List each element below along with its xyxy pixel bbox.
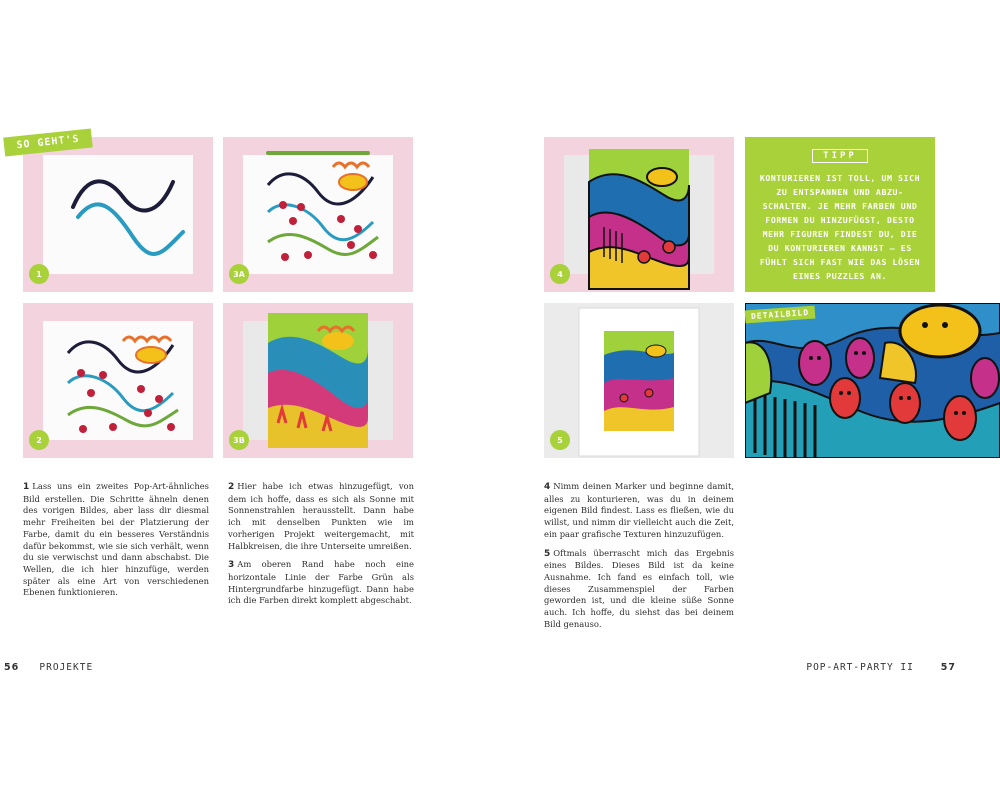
tipp-label: TIPP: [812, 149, 868, 163]
step-5-photo: [544, 303, 734, 458]
step-2-photo: [23, 303, 213, 458]
step-number-2: 2: [228, 482, 235, 492]
footer-right: [806, 662, 956, 673]
step-text-3: Am oberen Rand habe noch eine horizontale Linie der Farbe Grün als Hintergrundfarbe hinzugefügt. Dann habe ich die Farben direkt komplett abgeschabt.: [228, 559, 414, 606]
step-1-photo: [23, 137, 213, 292]
step-number-5: 5: [544, 548, 551, 559]
detailbild-label: DETAILBILD: [750, 307, 810, 322]
step-badge-2: 2: [29, 430, 49, 450]
step-number-1: 1: [23, 482, 30, 492]
step-number-3: 3: [228, 560, 235, 571]
step-4-photo: [544, 137, 734, 292]
step-text-5: Oftmals überrascht mich das Ergebnis eines Bildes. Dieses Bild ist da keine Ausnahme. Ich fand es einfach toll, wie dieses Zusammenspiel der Farben geworden ist, und die kleine süße Sonne auch. Ich hoffe, du siehst das bei deinem Bild genauso.: [544, 547, 734, 629]
step-number-4: 4: [544, 482, 551, 492]
step-badge-3b: 3B: [229, 430, 249, 450]
step-badge-4: 4: [550, 264, 570, 284]
step-3a-photo: [223, 137, 413, 292]
tipp-text: KONTURIEREN IST TOLL, UM SICH ZU ENTSPANNEN UND ABZU-SCHALTEN. JE MEHR FARBEN UND FORMEN DU HINZUFÜGST, DESTO MEHR FIGUREN FINDEST DU, DIE DU KONTURIEREN KANNST – ES FÜHLT SICH FAST WIE DAS LÖSEN EINES PUZZLES AN.: [759, 173, 921, 281]
step-text-4: Nimm deinen Marker und beginne damit, alles zu konturieren, was du in deinem eigenen Bild findest. Lass es fließen, wie du willst, und nimm dir vielleicht auch die Zeit, ein paar grafische Texturen hinzuzufügen.: [544, 481, 734, 539]
step-text-2: Hier habe ich etwas hinzugefügt, von dem ich hoffe, dass es sich als Sonne mit Sonnenstrahlen herausstellt. Dann habe ich mit denselben Punkten wie im vorherigen Projekt weitergemacht, mit Halbkreisen, die ihre Unterseite umreißen.: [228, 481, 414, 551]
page-number-left: 56: [4, 662, 20, 673]
step-badge-5: 5: [550, 430, 570, 450]
detail-photo: [745, 303, 1000, 458]
text-column-left-1: [23, 481, 209, 606]
page-number-right: 57: [940, 662, 956, 673]
section-label-right: POP-ART-PARTY II: [806, 662, 914, 673]
step-text-1: Lass uns ein zweites Pop-Art-ähnliches Bild erstellen. Die Schritte ähneln denen des vorigen Bildes, aber lass dir diesmal mehr Freiheiten bei der Platzierung der Farbe, damit du ein besseres Verständnis dafür bekommst, wie sie sich verhält, wenn du sie verwischst und dann abschabst. Die Wellen, die ich hier hinzufüge, werden später als eine Art von verschiedenen Ebenen funktionieren.: [23, 481, 209, 598]
step-badge-3a: 3A: [229, 264, 249, 284]
step-3b-photo: [223, 303, 413, 458]
so-gehts-label: SO GEHT'S: [16, 133, 80, 152]
step-badge-1: 1: [29, 264, 49, 284]
tipp-box: [745, 137, 935, 292]
text-column-right: [544, 481, 734, 637]
text-column-left-2: [228, 481, 414, 614]
section-label-left: PROJEKTE: [39, 662, 94, 673]
footer-left: [4, 662, 93, 673]
